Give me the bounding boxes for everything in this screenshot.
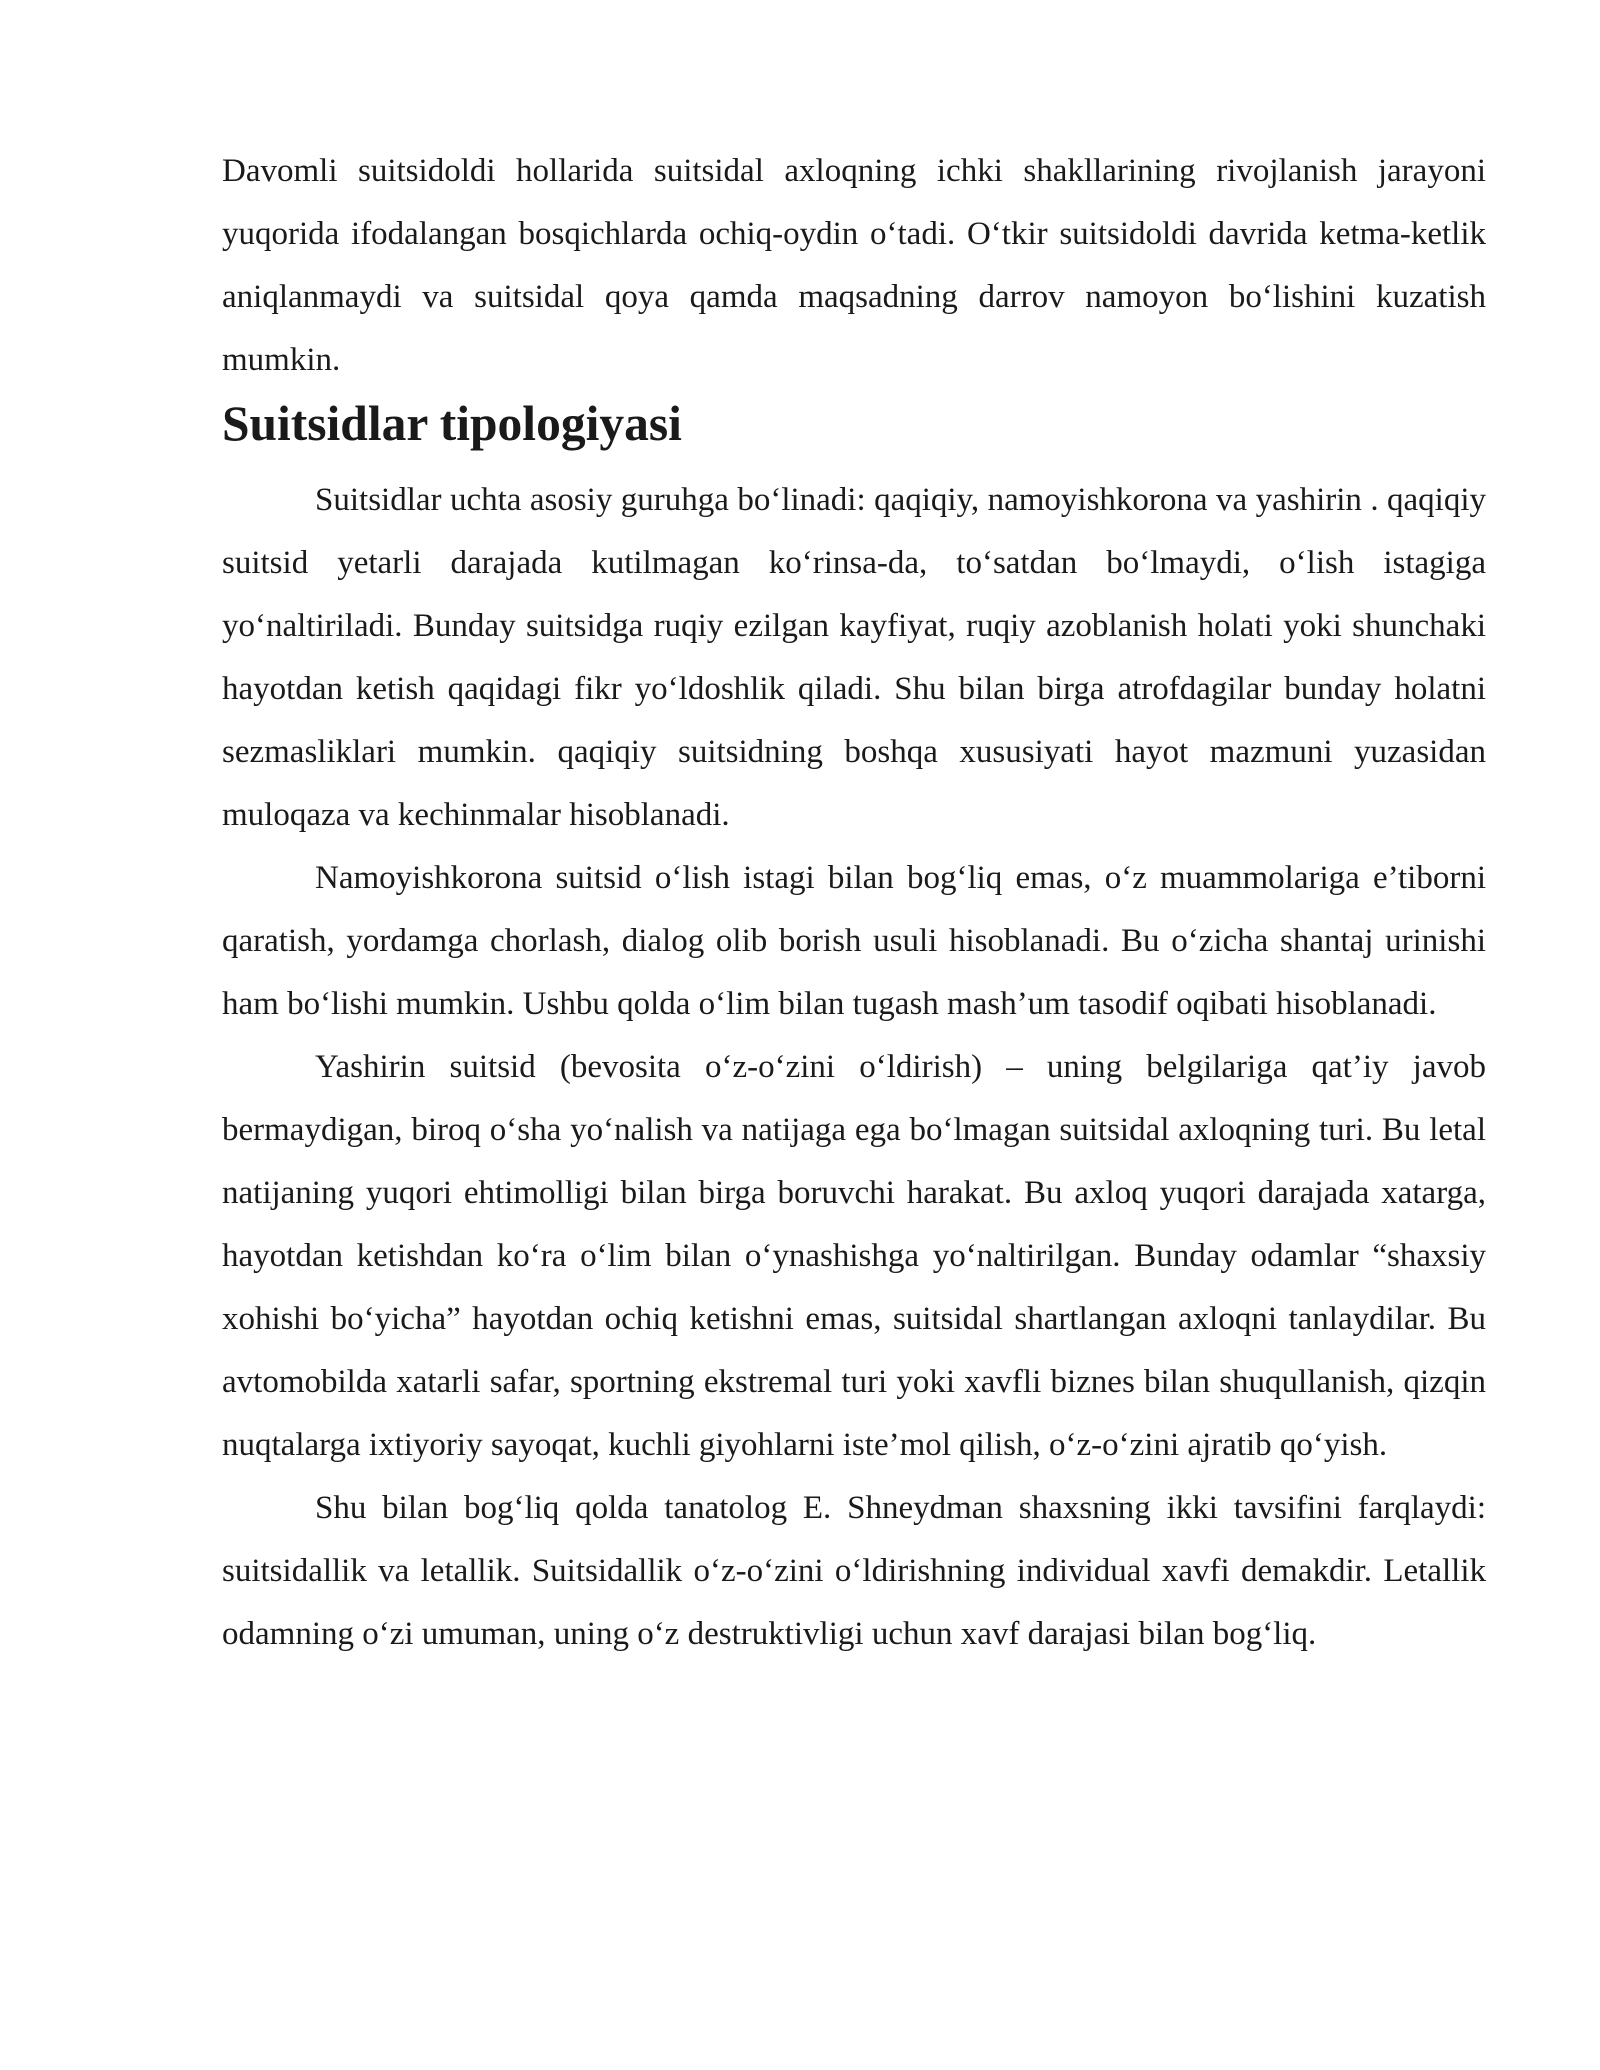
- intro-paragraph: Davomli suitsidoldi hollarida suitsidal axloqning ichki shakllarining rivojlanish jarayoni yuqorida ifodalangan bosqichlarda ochiq-oydin o‘tadi. O‘tkir suitsidoldi davrida ketma-ketlik aniqlanmaydi va suitsidal qoya qamda maqsadning darrov namoyon bo‘lishini kuzatish mumkin.: [222, 153, 1486, 378]
- section-heading: Suitsidlar tipologiyasi: [222, 396, 682, 451]
- paragraph-demonstrative-suicide: Namoyishkorona suitsid o‘lish istagi bilan bog‘liq emas, o‘z muammolariga e’tiborni qaratish, yordamga chorlash, dialog olib borish usuli hisoblanadi. Bu o‘zicha shantaj urinishi ham bo‘lishi mumkin. Ushbu qolda o‘lim bilan tugash mash’um tasodif oqibati hisoblanadi.: [222, 860, 1486, 1022]
- paragraph-shneidman: Shu bilan bog‘liq qolda tanatolog E. Shneydman shaxsning ikki tavsifini farqlaydi: suitsidallik va letallik. Suitsidallik o‘z-o‘zini o‘ldirishning individual xavfi demakdir. Letallik odamning o‘zi umuman, uning o‘z destruktivligi uchun xavf darajasi bilan bog‘liq.: [222, 1490, 1486, 1652]
- paragraph-suicide-groups: Suitsidlar uchta asosiy guruhga bo‘linadi: qaqiqiy, namoyishkorona va yashirin . qaqiqiy suitsid yetarli darajada kutilmagan ko‘rinsa-da, to‘satdan bo‘lmaydi, o‘lish istagiga yo‘naltiriladi. Bunday suitsidga ruqiy ezilgan kayfiyat, ruqiy azoblanish holati yoki shunchaki hayotdan ketish qaqidagi fikr yo‘ldoshlik qiladi. Shu bilan birga atrofdagilar bunday holatni sezmasliklari mumkin. qaqiqiy suitsidning boshqa xususiyati hayot mazmuni yuzasidan muloqaza va kechinmalar hisoblanadi.: [222, 482, 1486, 833]
- document-body: [222, 140, 1486, 1666]
- paragraph-hidden-suicide: Yashirin suitsid (bevosita o‘z-o‘zini o‘ldirish) – uning belgilariga qat’iy javob bermaydigan, biroq o‘sha yo‘nalish va natijaga ega bo‘lmagan suitsidal axloqning turi. Bu letal natijaning yuqori ehtimolligi bilan birga boruvchi harakat. Bu axloq yuqori darajada xatarga, hayotdan ketishdan ko‘ra o‘lim bilan o‘ynashishga yo‘naltirilgan. Bunday odamlar “shaxsiy xohishi bo‘yicha” hayotdan ochiq ketishni emas, suitsidal shartlangan axloqni tanlaydilar. Bu avtomobilda xatarli safar, sportning ekstremal turi yoki xavfli biznes bilan shuqullanish, qizqin nuqtalarga ixtiyoriy sayoqat, kuchli giyohlarni iste’mol qilish, o‘z-o‘zini ajratib qo‘yish.: [222, 1049, 1486, 1463]
